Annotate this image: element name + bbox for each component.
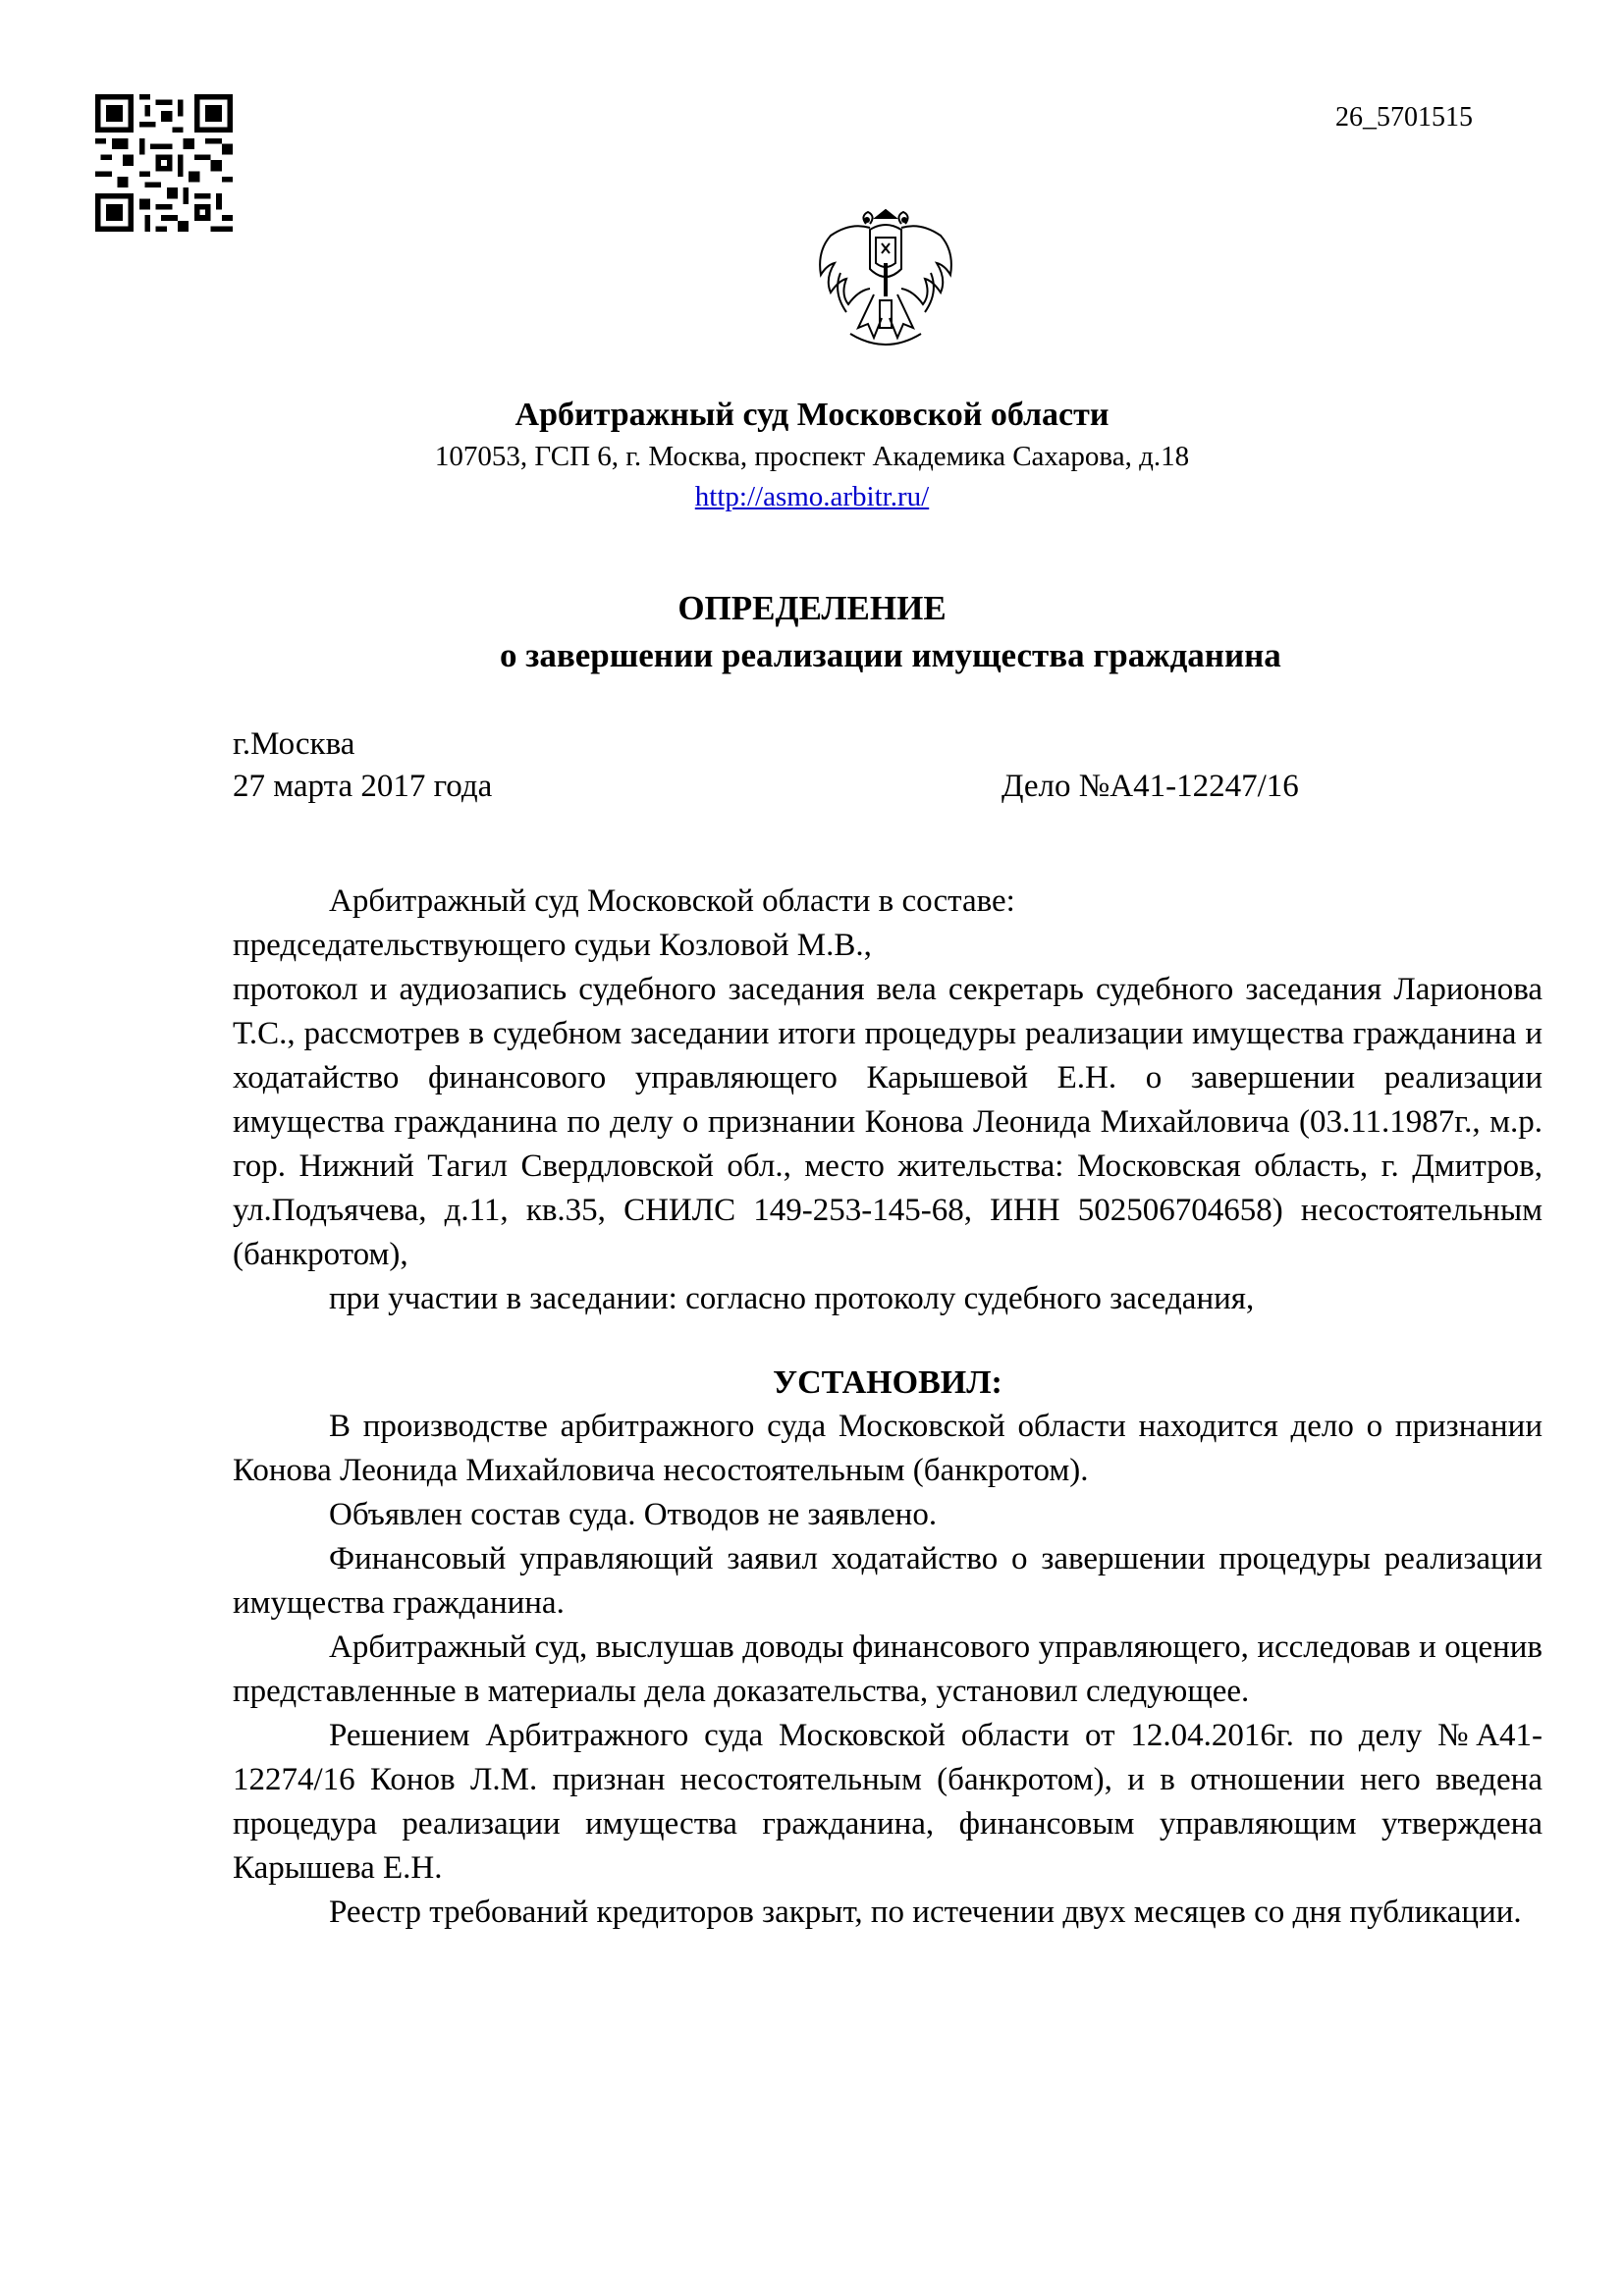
court-address: 107053, ГСП 6, г. Москва, проспект Академика Сахарова, д.18: [434, 441, 1190, 472]
body-paragraph: В производстве арбитражного суда Московской области находится дело о признании Конова Леонида Михайловича несостоятельным (банкротом).: [233, 1409, 1543, 1488]
intro-paragraph: председательствующего судьи Козловой М.В.,: [233, 928, 872, 963]
court-website-link[interactable]: http://asmo.arbitr.ru/: [694, 481, 930, 512]
intro-paragraph: при участии в заседании: согласно протоколу судебного заседания,: [329, 1281, 1255, 1316]
document-body: [233, 880, 1543, 1935]
document-title: ОПРЕДЕЛЕНИЕ: [677, 589, 947, 627]
document-id: 26_5701515: [1335, 102, 1473, 133]
court-name: Арбитражный суд Московской области: [514, 397, 1110, 433]
established-heading: УСТАНОВИЛ:: [773, 1364, 1002, 1401]
body-paragraph: Арбитражный суд, выслушав доводы финансового управляющего, исследовав и оценив представленные в материалы дела доказательства, установил следующее.: [233, 1629, 1543, 1709]
document-date: 27 марта 2017 года: [233, 769, 493, 804]
document-subtitle: о завершении реализации имущества гражданина: [500, 636, 1281, 674]
qr-code: [95, 94, 233, 232]
case-number: Дело №А41-12247/16: [1001, 769, 1299, 804]
document-city: г.Москва: [233, 726, 355, 762]
coat-of-arms-emblem: [811, 204, 960, 361]
body-paragraph: Объявлен состав суда. Отводов не заявлено.: [329, 1497, 938, 1532]
intro-paragraph: Арбитражный суд Московской области в составе:: [329, 883, 1015, 919]
body-paragraph: Финансовый управляющий заявил ходатайство о завершении процедуры реализации имущества гражданина.: [233, 1541, 1543, 1621]
body-paragraph: Решением Арбитражного суда Московской области от 12.04.2016г. по делу №А41-12274/16 Конов Л.М. признан несостоятельным (банкротом), и в отношении него введена процедура реализации имущества гражданина, финансовым управляющим утверждена Карышева Е.Н.: [233, 1718, 1543, 1886]
body-paragraph: Реестр требований кредиторов закрыт, по истечении двух месяцев со дня публикации.: [329, 1895, 1522, 1930]
intro-paragraph: протокол и аудиозапись судебного заседания вела секретарь судебного заседания Ларионова Т.С., рассмотрев в судебном заседании итоги процедуры реализации имущества гражданина и ходатайство финансового управляющего Карышевой Е.Н. о завершении реализации имущества гражданина по делу о признании Конова Леонида Михайловича (03.11.1987г., м.р. гор. Нижний Тагил Свердловской обл., место жительства: Московская область, г. Дмитров, ул.Подъячева, д.11, кв.35, СНИЛС 149-253-145-68, ИНН 502506704658) несостоятельным (банкротом),: [233, 972, 1543, 1272]
